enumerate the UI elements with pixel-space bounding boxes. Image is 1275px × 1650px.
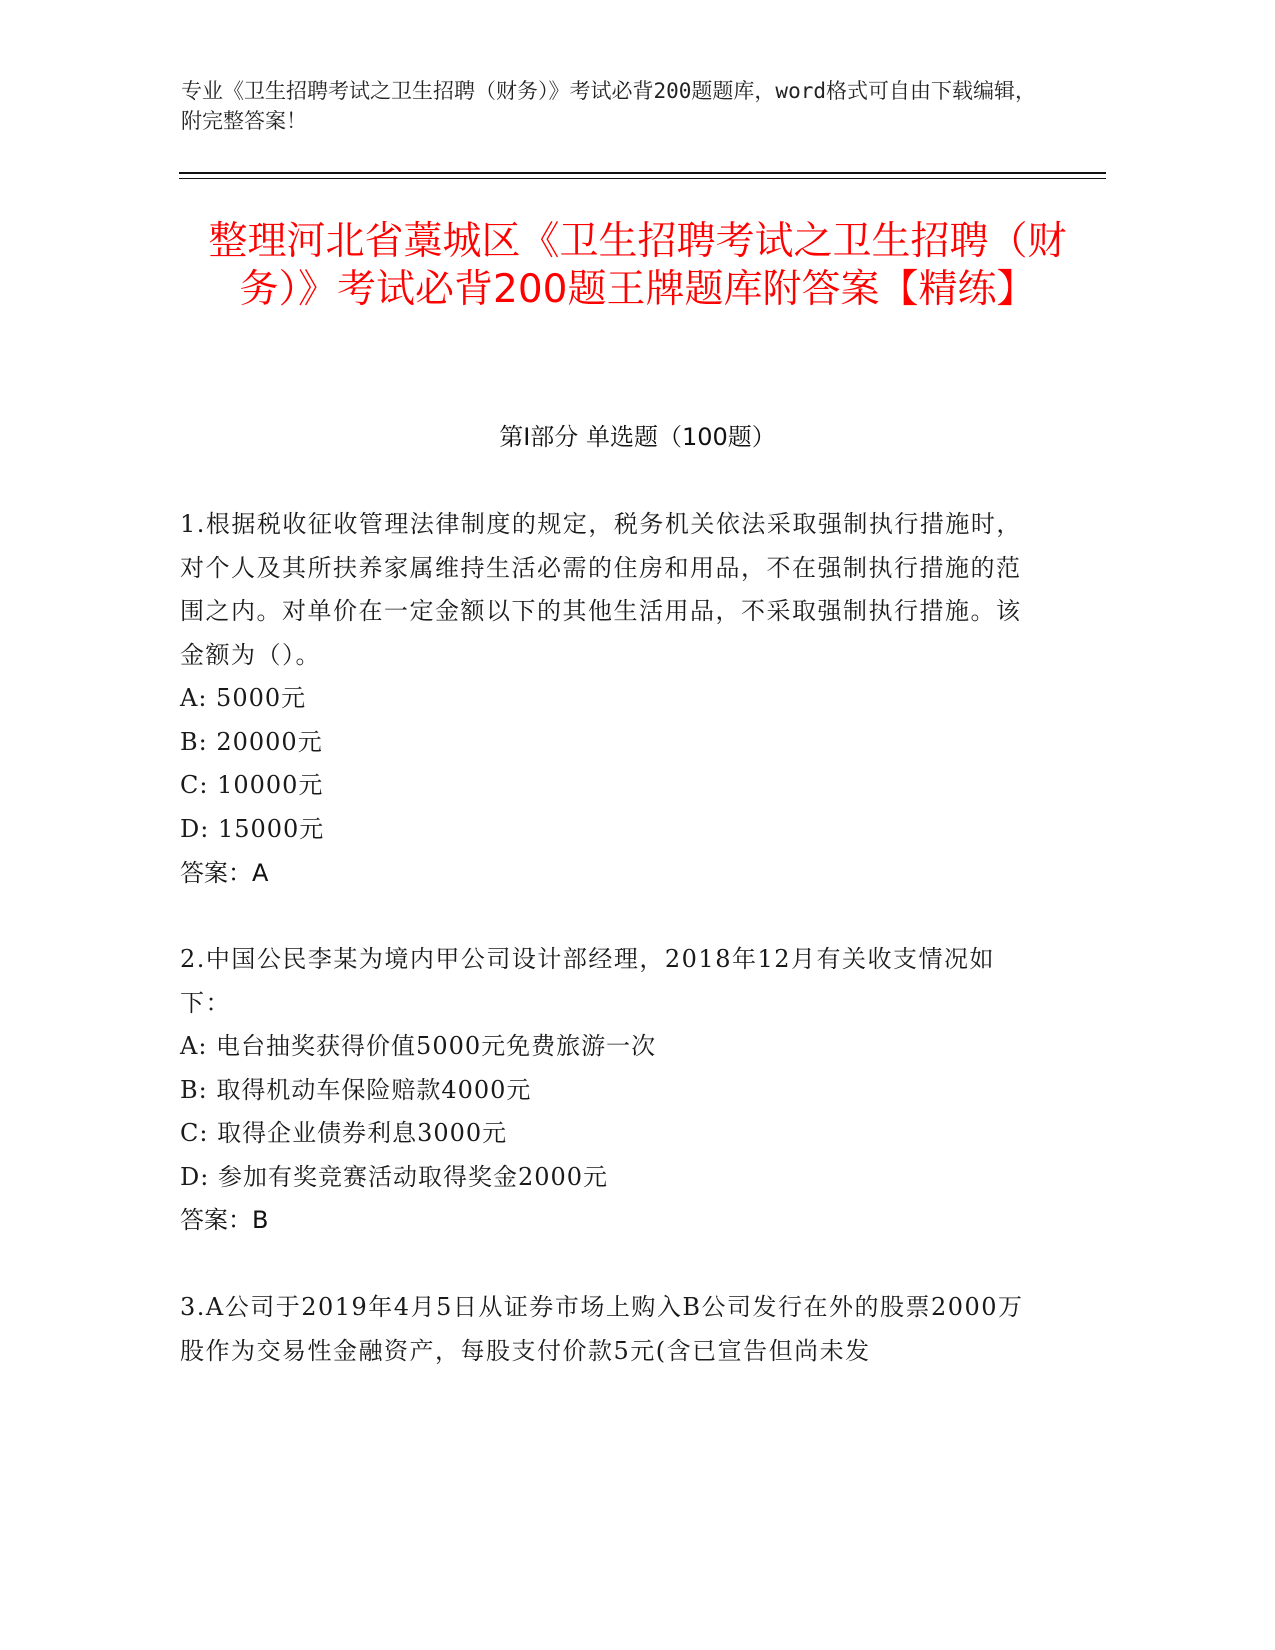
question-3-text: 3.A公司于2019年4月5日从证券市场上购入B公司发行在外的股票2000万股作为交易性金融资产，每股支付价款5元(含已宣告但尚未发 bbox=[180, 1293, 1024, 1365]
question-1-option-b: B: 20000元 bbox=[180, 728, 323, 756]
question-1-answer: 答案：A bbox=[180, 859, 269, 887]
document-title: 整理河北省藁城区《卫生招聘考试之卫生招聘（财务）》考试必背200题王牌题库附答案【精练】 bbox=[208, 219, 1067, 312]
header-divider-thick bbox=[179, 172, 1106, 174]
question-2-text: 2.中国公民李某为境内甲公司设计部经理，2018年12月有关收支情况如下： bbox=[180, 945, 996, 1017]
question-2-option-a: A: 电台抽奖获得价值5000元免费旅游一次 bbox=[180, 1032, 657, 1060]
question-2-option-c: C: 取得企业债券利息3000元 bbox=[180, 1119, 508, 1147]
question-2-option-d: D: 参加有奖竞赛活动取得奖金2000元 bbox=[180, 1163, 609, 1191]
question-1-text: 1.根据税收征收管理法律制度的规定，税务机关依法采取强制执行措施时，对个人及其所扶养家属维持生活必需的住房和用品，不在强制执行措施的范围之内。对单价在一定金额以下的其他生活用品，不采取强制执行措施。该金额为（）。 bbox=[180, 510, 1022, 669]
question-1-option-d: D: 15000元 bbox=[180, 815, 325, 843]
question-1-option-c: C: 10000元 bbox=[180, 771, 324, 799]
header-note: 专业《卫生招聘考试之卫生招聘（财务）》考试必背200题题库，word格式可自由下载编辑，附完整答案！ bbox=[181, 79, 1036, 133]
question-2-answer: 答案：B bbox=[180, 1206, 269, 1234]
section-heading: 第Ⅰ部分 单选题（100题） bbox=[499, 423, 776, 451]
question-2-option-b: B: 取得机动车保险赔款4000元 bbox=[180, 1076, 532, 1104]
question-1-option-a: A: 5000元 bbox=[180, 684, 307, 712]
header-divider-thin bbox=[179, 178, 1106, 179]
